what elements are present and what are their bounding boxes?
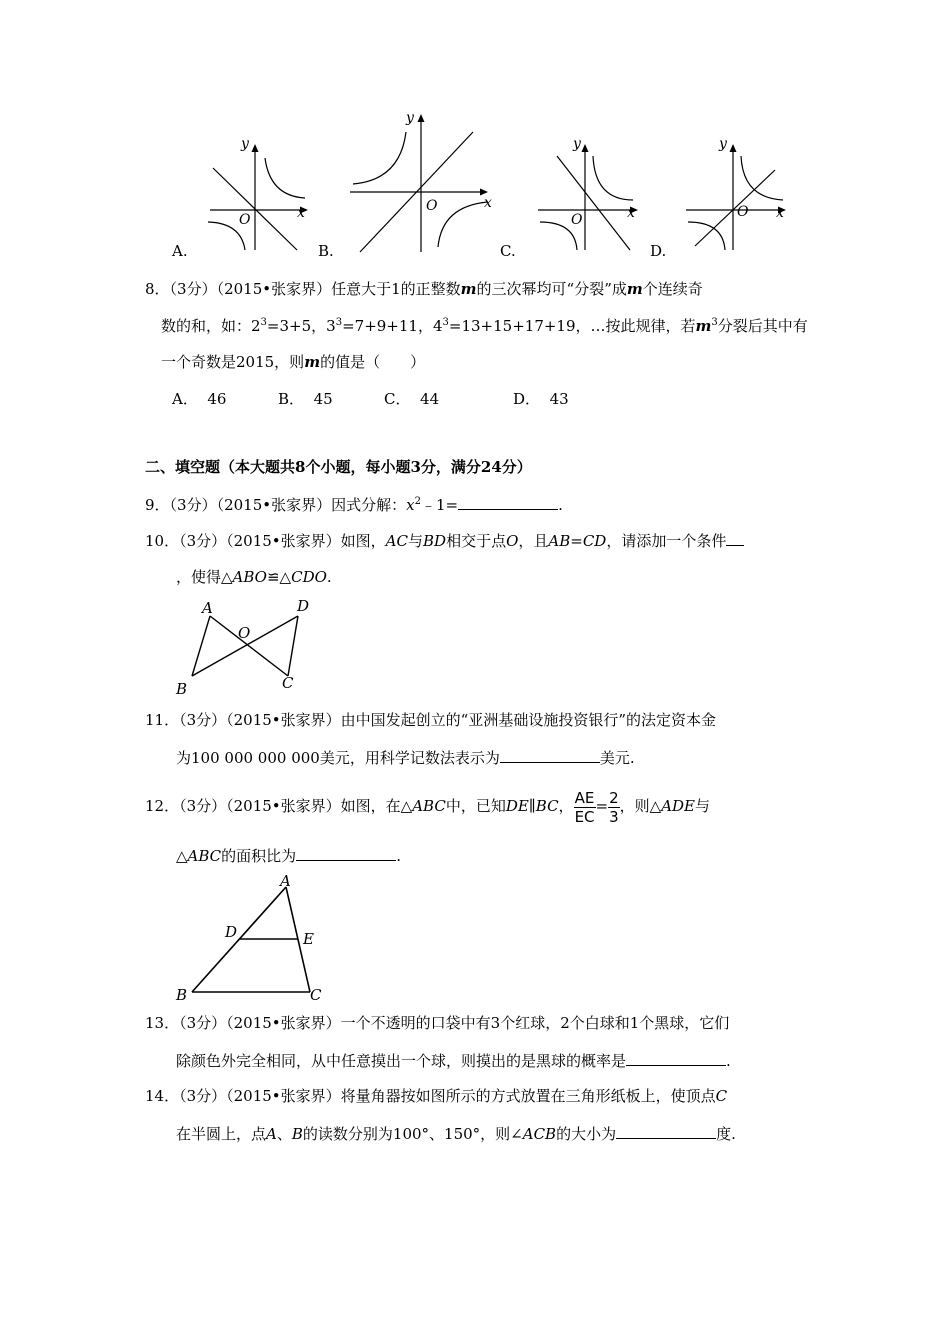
axis-label-x: x: [297, 205, 305, 221]
q13-line1: 13．（3分）（2015•张家界）一个不透明的口袋中有3个红球，2个白球和1个黑球，它们: [145, 1014, 730, 1032]
graph-a: [205, 138, 315, 253]
point-label-b: B: [176, 986, 188, 1004]
answer-blank[interactable]: [616, 1123, 716, 1139]
axis-label-x: x: [484, 195, 492, 211]
axis-label-y: y: [719, 136, 727, 152]
point-label-c: C: [282, 674, 294, 692]
point-label-d: D: [297, 597, 310, 615]
answer-blank[interactable]: [626, 1050, 726, 1066]
origin-label: O: [737, 204, 749, 220]
point-label-c: C: [310, 986, 322, 1004]
answer-blank[interactable]: [458, 494, 558, 510]
fraction-ae-ec: $\frac{AE}{EC}$: [574, 788, 595, 826]
q8-option-c: C． 44: [384, 390, 440, 408]
q10-figure: [170, 596, 320, 698]
q11-line1: 11．（3分）（2015•张家界）由中国发起创立的“亚洲基础设施投资银行”的法定资本金: [145, 711, 716, 729]
q12-line2: △ABC的面积比为 .: [176, 847, 401, 865]
question-number: 12．: [145, 797, 180, 815]
q11-line2: 为100 000 000 000美元，用科学记数法表示为 美元.: [176, 749, 635, 767]
graph-b: [348, 110, 498, 255]
point-label-o: O: [238, 624, 251, 642]
answer-blank[interactable]: [500, 747, 600, 763]
q8-option-b: B． 45: [278, 390, 333, 408]
origin-label: O: [571, 212, 583, 228]
question-number: 14．: [145, 1087, 180, 1105]
q8-line1: 8．（3分）（2015•张家界）任意大于1的正整数m的三次幂均可“分裂”成m个连续奇: [145, 280, 703, 298]
q10-line1: 10．（3分）（2015•张家界）如图，AC与BD相交于点O，且AB=CD，请添加一个条件: [145, 530, 744, 551]
question-number: 9．: [145, 496, 170, 514]
q9-line1: 9．（3分）（2015•张家界）因式分解：$x^2﹣1=$ .: [145, 496, 563, 514]
point-label-d: D: [225, 923, 238, 941]
option-a-label: A.: [172, 242, 188, 260]
axis-label-y: y: [241, 136, 249, 152]
fraction-value: $\frac{2}{3}$: [609, 788, 619, 826]
option-c-label: C.: [500, 242, 516, 260]
axis-label-y: y: [406, 110, 414, 126]
axis-label-x: x: [776, 205, 784, 221]
origin-label: O: [239, 212, 251, 228]
graph-c: [535, 138, 650, 253]
point-label-a: A: [280, 872, 291, 890]
q14-line1: 14．（3分）（2015•张家界）将量角器按如图所示的方式放置在三角形纸板上，使顶点C: [145, 1087, 728, 1105]
q13-line2: 除颜色外完全相同，从中任意摸出一个球，则摸出的是黑球的概率是 .: [176, 1052, 731, 1070]
axis-label-x: x: [627, 205, 635, 221]
graph-d: [683, 138, 798, 253]
point-label-e: E: [303, 930, 314, 948]
point-label-b: B: [176, 680, 188, 698]
q12-line1: 12．（3分）（2015•张家界）如图，在△ABC中，已知DE∥BC， $\frac{AE}{EC}$ = $\frac{2}{3}$ ，则△ADE与: [145, 788, 711, 826]
q8-option-a: A． 46: [172, 390, 227, 408]
question-number: 8．: [145, 280, 170, 298]
q12-figure: [170, 872, 330, 1007]
option-b-label: B.: [318, 242, 334, 260]
question-number: 10．: [145, 532, 180, 550]
point-label-a: A: [202, 599, 213, 617]
question-number: 13．: [145, 1014, 180, 1032]
axis-label-y: y: [573, 136, 581, 152]
answer-blank[interactable]: [296, 845, 396, 861]
q8-option-d: D． 43: [513, 390, 569, 408]
q8-line3: 一个奇数是2015，则m的值是（ ）: [161, 353, 426, 371]
q10-line2: ，使得△ABO≌△CDO.: [176, 568, 332, 586]
option-d-label: D.: [650, 242, 667, 260]
q8-line2: 数的和，如：$2^3=3+5$，$3^3=7+9+11$，$4^3=13+15+17+19$，…按此规律，若$m^3$分裂后其中有: [161, 317, 808, 335]
origin-label: O: [426, 198, 438, 214]
question-number: 11．: [145, 711, 180, 729]
answer-blank[interactable]: [726, 530, 744, 546]
section-title: 二、填空题（本大题共8个小题，每小题3分，满分24分）: [145, 458, 532, 476]
q14-line2: 在半圆上，点A、B的读数分别为100°、150°，则∠ACB的大小为 度.: [176, 1125, 736, 1143]
